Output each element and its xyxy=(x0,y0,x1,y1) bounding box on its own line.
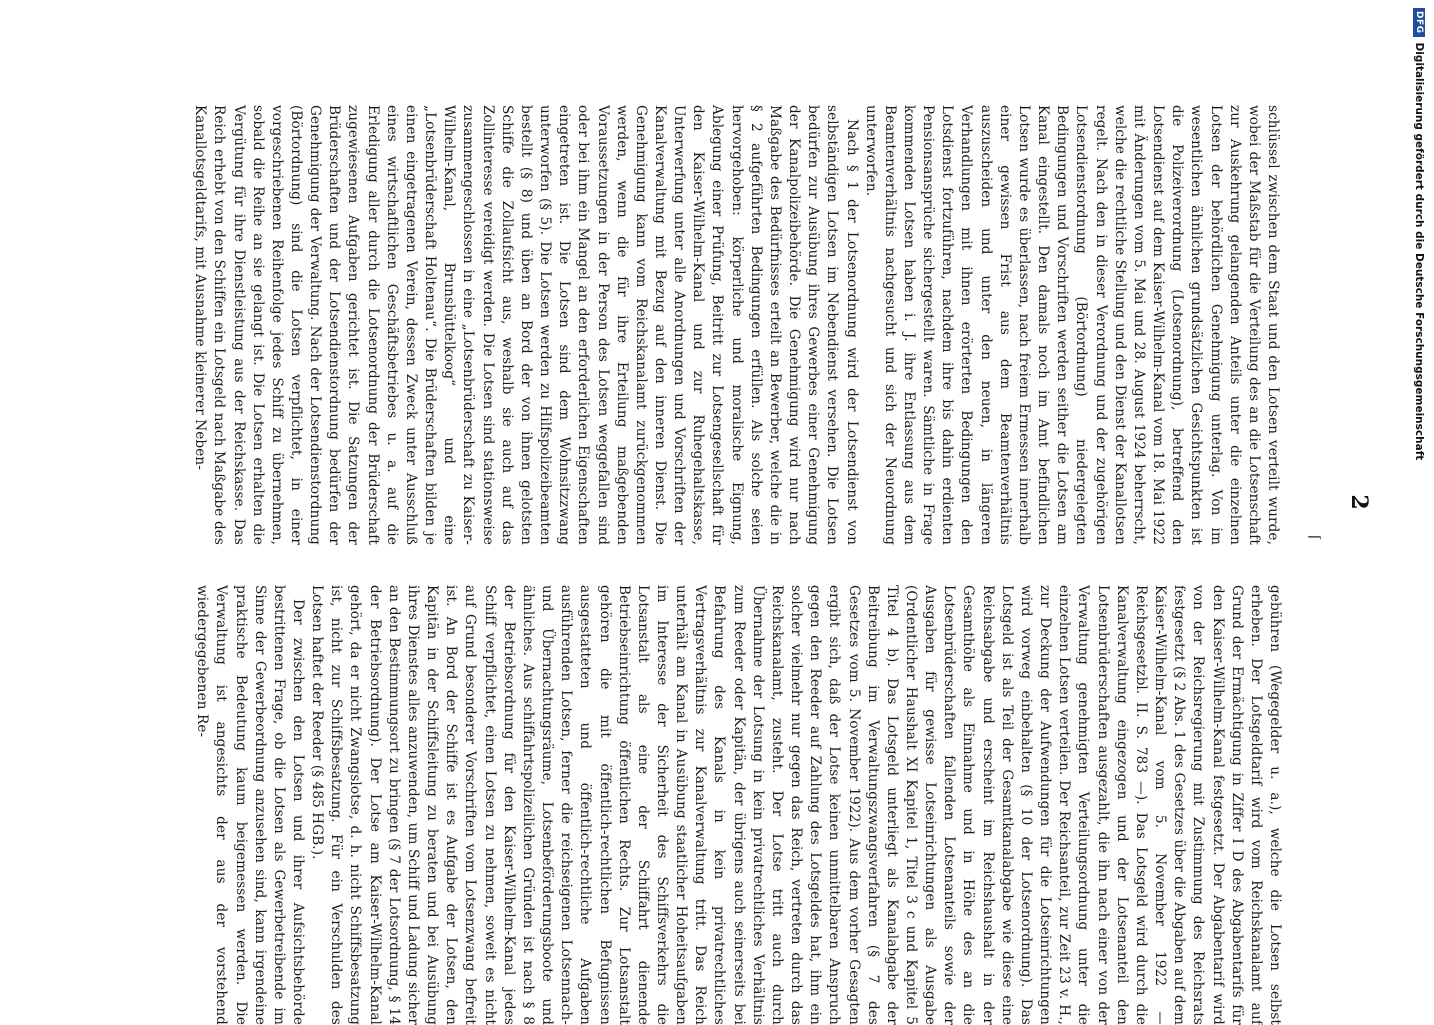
dfg-stamp xyxy=(1411,8,1427,708)
paragraph: schlüssel zwischen dem Staat und den Lotsen verteilt wurde, wobei der Maßstab für die Verteilung des an die Lotsenschaft zur Auskehrung gelangenden Anteils unter die einzelnen Lotsen der behördlichen Genehmigung unterlag. Von im wesentlichen ähnlichen grundsätzlichen Gesichtspunkten ist die Polizeiverordnung (Lotsenordnung), betreffend den Lotsendienst auf dem Kaiser-Wilhelm-Kanal vom 18. Mai 1922 mit Änderungen vom 5. Mai und 28. August 1924 beherrscht, welche die rechtliche Stellung und den Dienst der Kanallotsen regelt. Nach den in dieser Verordnung und der zugehörigen Lotsendienstordnung (Börtordnung) niedergelegten Bedingungen und Vorschriften werden seither die Lotsen am Kanal eingestellt. Den damals noch im Amt befindlichen Lotsen wurde es überlassen, nach freiem Ermessen innerhalb einer gewissen Frist aus dem Beamtenverhältnis auszuscheiden und unter den neuen, in längeren Verhandlungen mit ihnen erörterten Bedingungen den Lotsdienst fortzuführen, nachdem ihre bis dahin erdienten Pensionsansprüche sichergestellt waren. Sämtliche in Frage kommenden Lotsen haben i. J. ihre Entlassung aus dem Beamtenverhältnis nachgesucht und sich der Neuordnung unterworfen. xyxy=(862,105,1281,545)
page-number: 2 xyxy=(1346,494,1372,510)
dfg-logo-icon: DFG xyxy=(1413,8,1425,37)
paragraph: Der zwischen den Lotsen und ihrer Aufsichtsbehörde bestrittenen Frage, ob die Lotsen als Gewerbetreibende im Sinne der Gewerbeordnung anzusehen sind, kann irgendeine praktische Bedeutung kaum beigemessen werden. Die Verwaltung ist angesichts der aus der vorstehend wiedergegebenen Re- xyxy=(194,585,307,1025)
text-column-left xyxy=(82,105,1282,545)
text-column-right xyxy=(84,585,1284,1025)
margin-mark: ⌈ xyxy=(1306,535,1322,541)
paragraph: Nach § 1 der Lotsenordnung wird der Lotsendienst von selbständigen Lotsen im Nebendienst versehen. Die Lotsen bedürfen zur Ausübung ihres Gewerbes einer Genehmigung der Kanalpolizeibehörde. Die Genehmigung wird nur nach Maßgabe des Bedürfnisses erteilt an Bewerber, welche die in § 2 aufgeführten Bedingungen erfüllen. Als solche seien hervorgehoben: körperliche und moralische Eignung, Ablegung einer Prüfung, Beitritt zur Lotsengesellschaft für den Kaiser-Wilhelm-Kanal und zur Ruhegehaltskasse, Unterwerfung unter alle Anordnungen und Vorschriften der Kanalverwaltung mit Bezug auf den inneren Dienst. Die Genehmigung kann vom Reichskanalamt zurückgenommen werden, wenn die für ihre Erteilung maßgebenden Voraussetzungen in der Person des Lotsen weggefallen sind oder bei ihm ein Mangel an den erforderlichen Eigenschaften eingetreten ist. Die Lotsen sind dem Wohnsitzzwang unterworfen (§ 5). Die Lotsen werden zu Hilfspolizeibeamten bestellt (§ 8) und üben an Bord der von ihnen gelotsten Schiffe die Zollaufsicht aus, weshalb sie auch auf das Zollinteresse vereidigt werden. Die Lotsen sind stationsweise zusammengeschlossen in eine „Lotsenbrüderschaft zu Kaiser-Wilhelm-Kanal, Brunsbüttelkoog“ und eine „Lotsenbrüderschaft Holtenau“. Die Brüderschaften bilden je einen eingetragenen Verein, dessen Zweck unter Ausschluß eines wirtschaftlichen Geschäftsbetriebes u. a. auf die Erledigung aller durch die Lotsenordnung der Brüderschaft zugewiesenen Aufgaben gerichtet ist. Die Satzungen der Brüderschaften und der Lotsendienstordnung bedürfen der Genehmigung der Verwaltung. Nach der Lotsendienstordnung (Börtordnung) sind die Lotsen verpflichtet, in einer vorgeschriebenen Reihenfolge jedes Schiff zu übernehmen, sobald die Reihe an sie gelangt ist. Die Lotsen erhalten die Vergütung für ihre Dienstleistung aus der Reichskasse. Das Reich erhebt von den Schiffen ein Lotsgeld nach Maßgabe des Kanallotsgeldtarifs, mit Ausnahme kleinerer Neben- xyxy=(192,105,860,545)
dfg-stamp-text: Digitalisierung gefördert durch die Deutsche Forschungsgemeinschaft xyxy=(1413,42,1425,461)
paragraph: gebühren (Wegegelder u. a.), welche die Lotsen selbst erheben. Der Lotsgeldtarif wird vom Reichskanalamt auf Grund der Ermächtigung in Ziffer I D des Abgabentarifs für den Kaiser-Wilhelm-Kanal festgesetzt. Der Abgabentarif wird von der Reichsregierung mit Zustimmung des Reichsrats festgesetzt (§ 2 Abs. 1 des Gesetzes über die Abgaben auf dem Kaiser-Wilhelm-Kanal vom 5. November 1922 — Reichsgesetzbl. II. S. 783 —). Das Lotsgeld wird durch die Kanalverwaltung eingezogen und der Lotsenanteil den Lotsenbrüderschaften ausgezahlt, die ihn nach einer von der Verwaltung genehmigten Verteilungsordnung unter die einzelnen Lotsen verteilen. Der Reichsanteil, zur Zeit 23 v. H., zur Deckung der Aufwendungen für die Lotseinrichtungen wird vorweg einbehalten (§ 10 der Lotsenordnung). Das Lotsgeld ist als Teil der Gesamtkanalabgabe wie diese eine Reichsabgabe und erscheint im Reichshaushalt in der Gesamthöhe als Einnahme und in Höhe des an die Lotsenbrüderschaften fallenden Lotsenanteils sowie der Ausgaben für gewisse Lotseinrichtungen als Ausgabe (Ordentlicher Haushalt XI Kapitel 1, Titel 3 c und Kapitel 5 Titel 4 b). Das Lotsgeld unterliegt als Kanalabgabe der Beitreibung im Verwaltungszwangsverfahren (§ 7 des Gesetzes vom 5. November 1922). Aus dem vorher Gesagten ergibt sich, daß der Lotse keinen unmittelbaren Anspruch gegen den Reeder auf Zahlung des Lotsgeldes hat, ihm ein solcher vielmehr nur gegen das Reich, vertreten durch das Reichskanalamt, zusteht. Der Lotse tritt auch durch Übernahme der Lotsung in kein privatrechtliches Verhältnis zum Reeder oder Kapitän, der übrigens auch seinerseits bei Befahrung des Kanals in kein privatrechtliches Vertragsverhältnis zur Kanalverwaltung tritt. Das Reich unterhält am Kanal in Ausübung staatlicher Hoheitsaufgaben im Interesse der Sicherheit des Schiffsverkehrs die Lotsanstalt als eine der Schiffahrt dienende Betriebseinrichtung öffentlichen Rechts. Zur Lotsanstalt gehören die mit öffentlich-rechtlichen Befugnissen ausgestatteten und öffentlich-rechtliche Aufgaben ausführenden Lotsen, ferner die reichseigenen Lotsennach- und Übernachtungsräume, Lotsenbeförderungsboote und ähnliches. Aus schiffahrtspolizeilichen Gründen ist nach § 8 der Betriebsordnung für den Kaiser-Wilhelm-Kanal jedes Schiff verpflichtet, einen Lotsen zu nehmen, soweit es nicht auf Grund besonderer Vorschriften vom Lotsenzwang befreit ist. An Bord der Schiffe ist es Aufgabe der Lotsen, den Kapitän in der Schiffsleitung zu beraten und bei Ausübung ihres Dienstes alles anzuwenden, um Schiff und Ladung sicher an den Bestimmungsort zu bringen (§ 7 der Lotsordnung, § 14 der Betriebsordnung). Der Lotse am Kaiser-Wilhelm-Kanal gehört, da er nicht Zwangslotse, d. h. nicht Schiffsbesatzung ist, nicht zur Schiffsbesatzung. Für ein Verschulden des Lotsen haftet der Reeder (§ 485 HGB.). xyxy=(309,585,1283,1025)
